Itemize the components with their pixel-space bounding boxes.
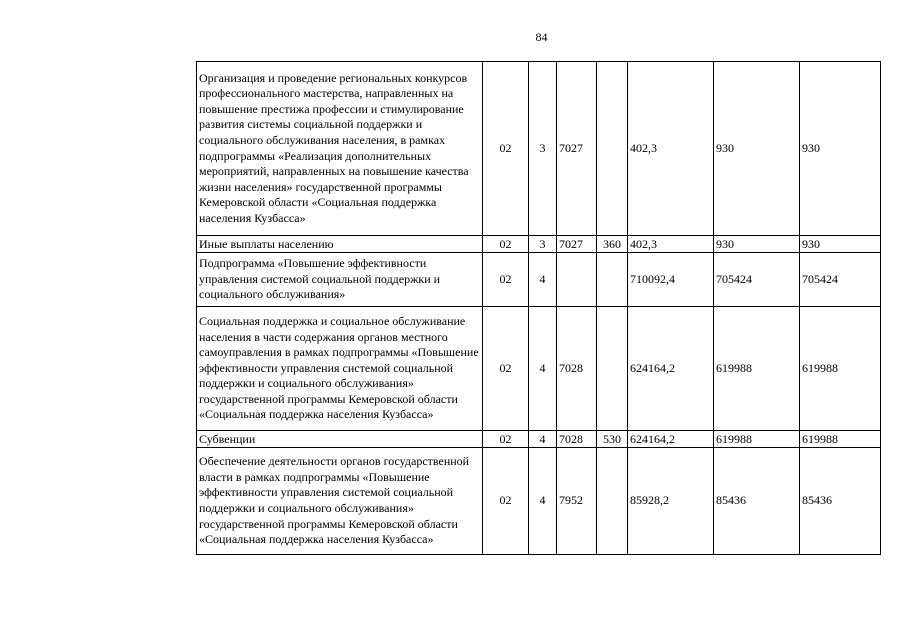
amount-year-3: 619988: [800, 307, 881, 431]
amount-year-1: 624164,2: [628, 307, 714, 431]
amount-year-3: 619988: [800, 431, 881, 448]
subprogram-code: 4: [529, 253, 557, 307]
target-article-code: 7028: [557, 431, 597, 448]
expense-type-code: 530: [597, 431, 628, 448]
row-description: Социальная поддержка и социальное обслуживание населения в части содержания органов местного самоуправления в рамках подпрограммы «Повышение эффективности управления системой социальной поддержки и социального обслуживания» государственной программы Кемеровской области «Социальная поддержка населения Кузбасса»: [197, 307, 483, 431]
subprogram-code: 4: [529, 448, 557, 555]
target-article-code: 7028: [557, 307, 597, 431]
section-code: 02: [483, 253, 529, 307]
amount-year-3: 930: [800, 62, 881, 236]
subprogram-code: 3: [529, 62, 557, 236]
budget-table: [196, 61, 881, 555]
amount-year-1: 710092,4: [628, 253, 714, 307]
amount-year-1: 624164,2: [628, 431, 714, 448]
subprogram-code: 4: [529, 431, 557, 448]
amount-year-1: 402,3: [628, 62, 714, 236]
table-row: [197, 236, 881, 253]
page-number: 84: [535, 30, 548, 44]
table-row: [197, 448, 881, 555]
amount-year-3: 705424: [800, 253, 881, 307]
expense-type-code: [597, 62, 628, 236]
amount-year-1: 85928,2: [628, 448, 714, 555]
subprogram-code: 3: [529, 236, 557, 253]
amount-year-2: 85436: [714, 448, 800, 555]
amount-year-3: 85436: [800, 448, 881, 555]
expense-type-code: [597, 253, 628, 307]
section-code: 02: [483, 448, 529, 555]
section-code: 02: [483, 236, 529, 253]
amount-year-2: 705424: [714, 253, 800, 307]
table-row: [197, 431, 881, 448]
row-description: Иные выплаты населению: [197, 236, 483, 253]
amount-year-3: 930: [800, 236, 881, 253]
target-article-code: 7027: [557, 236, 597, 253]
expense-type-code: [597, 307, 628, 431]
table-row: [197, 307, 881, 431]
row-description: Субвенции: [197, 431, 483, 448]
section-code: 02: [483, 62, 529, 236]
amount-year-2: 930: [714, 236, 800, 253]
section-code: 02: [483, 431, 529, 448]
amount-year-2: 619988: [714, 431, 800, 448]
subprogram-code: 4: [529, 307, 557, 431]
expense-type-code: [597, 448, 628, 555]
row-description: Подпрограмма «Повышение эффективности управления системой социальной поддержки и социального обслуживания»: [197, 253, 483, 307]
row-description: Обеспечение деятельности органов государственной власти в рамках подпрограммы «Повышение эффективности управления системой социальной поддержки и социального обслуживания» государственной программы Кемеровской области «Социальная поддержка населения Кузбасса»: [197, 448, 483, 555]
amount-year-2: 619988: [714, 307, 800, 431]
amount-year-2: 930: [714, 62, 800, 236]
table-row: [197, 62, 881, 236]
section-code: 02: [483, 307, 529, 431]
amount-year-1: 402,3: [628, 236, 714, 253]
row-description: Организация и проведение региональных конкурсов профессионального мастерства, направленных на повышение престижа профессии и стимулирование развития системы социальной поддержки и социального обслуживания населения, в рамках подпрограммы «Реализация дополнительных мероприятий, направленных на повышение качества жизни населения» государственной программы Кемеровской области «Социальная поддержка населения Кузбасса»: [197, 62, 483, 236]
target-article-code: [557, 253, 597, 307]
table-row: [197, 253, 881, 307]
target-article-code: 7952: [557, 448, 597, 555]
expense-type-code: 360: [597, 236, 628, 253]
target-article-code: 7027: [557, 62, 597, 236]
